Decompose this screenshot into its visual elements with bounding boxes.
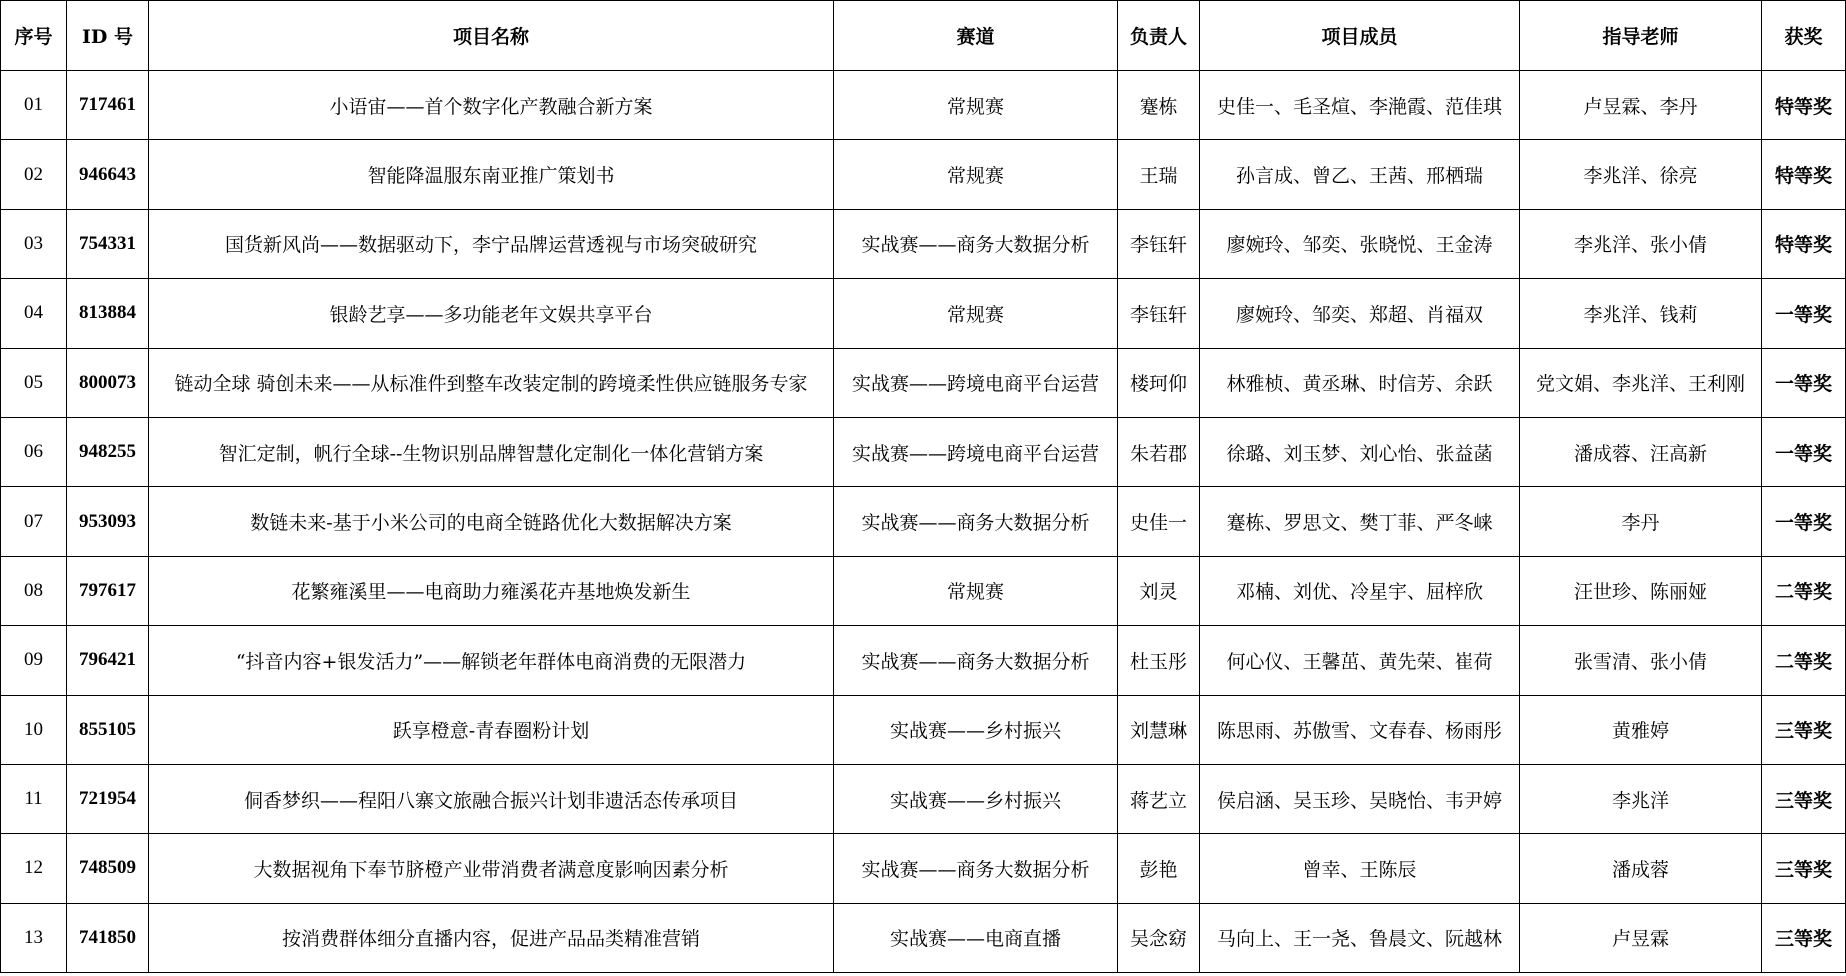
project-name-cell: 侗香梦织——程阳八寨文旅融合振兴计划非遗活态传承项目 — [149, 764, 834, 833]
header-track: 赛道 — [834, 1, 1118, 71]
members-cell: 徐璐、刘玉梦、刘心怡、张益菡 — [1200, 417, 1520, 486]
track-cell: 实战赛——商务大数据分析 — [834, 209, 1118, 278]
id-cell: 953093 — [67, 487, 149, 556]
members-cell: 林雅桢、黄丞琳、时信芳、余跃 — [1200, 348, 1520, 417]
seq-cell: 10 — [1, 695, 67, 764]
header-project-name: 项目名称 — [149, 1, 834, 71]
table-row — [1, 626, 1846, 695]
id-cell: 741850 — [67, 903, 149, 972]
track-cell: 常规赛 — [834, 140, 1118, 209]
advisors-cell: 黄雅婷 — [1520, 695, 1762, 764]
project-name-cell: “抖音内容+银发活力”——解锁老年群体电商消费的无限潜力 — [149, 626, 834, 695]
track-cell: 实战赛——乡村振兴 — [834, 695, 1118, 764]
track-cell: 实战赛——跨境电商平台运营 — [834, 348, 1118, 417]
seq-cell: 05 — [1, 348, 67, 417]
header-seq: 序号 — [1, 1, 67, 71]
table-row — [1, 71, 1846, 140]
id-cell: 800073 — [67, 348, 149, 417]
leader-cell: 刘慧琳 — [1118, 695, 1200, 764]
header-leader: 负责人 — [1118, 1, 1200, 71]
table-row — [1, 279, 1846, 348]
id-cell: 813884 — [67, 279, 149, 348]
members-cell: 廖婉玲、邹奕、郑超、肖福双 — [1200, 279, 1520, 348]
table-row — [1, 903, 1846, 972]
award-cell: 二等奖 — [1762, 626, 1846, 695]
track-cell: 实战赛——商务大数据分析 — [834, 487, 1118, 556]
leader-cell: 史佳一 — [1118, 487, 1200, 556]
seq-cell: 09 — [1, 626, 67, 695]
seq-cell: 01 — [1, 71, 67, 140]
members-cell: 侯启涵、吴玉珍、吴晓怡、韦尹婷 — [1200, 764, 1520, 833]
members-cell: 曾幸、王陈辰 — [1200, 834, 1520, 903]
id-cell: 948255 — [67, 417, 149, 486]
header-members: 项目成员 — [1200, 1, 1520, 71]
track-cell: 实战赛——跨境电商平台运营 — [834, 417, 1118, 486]
header-advisors: 指导老师 — [1520, 1, 1762, 71]
leader-cell: 蹇栋 — [1118, 71, 1200, 140]
project-name-cell: 小语宙——首个数字化产教融合新方案 — [149, 71, 834, 140]
id-cell: 721954 — [67, 764, 149, 833]
id-cell: 797617 — [67, 556, 149, 625]
advisors-cell: 卢昱霖、李丹 — [1520, 71, 1762, 140]
project-name-cell: 按消费群体细分直播内容，促进产品品类精准营销 — [149, 903, 834, 972]
members-cell: 廖婉玲、邹奕、张晓悦、王金涛 — [1200, 209, 1520, 278]
project-name-cell: 数链未来-基于小米公司的电商全链路优化大数据解决方案 — [149, 487, 834, 556]
id-cell: 717461 — [67, 71, 149, 140]
leader-cell: 李钰轩 — [1118, 209, 1200, 278]
advisors-cell: 李兆洋、张小倩 — [1520, 209, 1762, 278]
track-cell: 常规赛 — [834, 279, 1118, 348]
project-name-cell: 智汇定制，帆行全球--生物识别品牌智慧化定制化一体化营销方案 — [149, 417, 834, 486]
project-name-cell: 跃享橙意-青春圈粉计划 — [149, 695, 834, 764]
seq-cell: 13 — [1, 903, 67, 972]
project-name-cell: 银龄艺享——多功能老年文娱共享平台 — [149, 279, 834, 348]
advisors-cell: 潘成蓉、汪高新 — [1520, 417, 1762, 486]
seq-cell: 06 — [1, 417, 67, 486]
header-id: ID 号 — [67, 1, 149, 71]
members-cell: 蹇栋、罗思文、樊丁菲、严冬崃 — [1200, 487, 1520, 556]
table-row — [1, 695, 1846, 764]
leader-cell: 蒋艺立 — [1118, 764, 1200, 833]
track-cell: 实战赛——商务大数据分析 — [834, 626, 1118, 695]
table-row — [1, 764, 1846, 833]
project-name-cell: 大数据视角下奉节脐橙产业带消费者满意度影响因素分析 — [149, 834, 834, 903]
leader-cell: 楼珂仰 — [1118, 348, 1200, 417]
advisors-cell: 李兆洋、钱莉 — [1520, 279, 1762, 348]
members-cell: 孙言成、曾乙、王茜、邢栖瑞 — [1200, 140, 1520, 209]
header-award: 获奖 — [1762, 1, 1846, 71]
members-cell: 何心仪、王馨茁、黄先荣、崔荷 — [1200, 626, 1520, 695]
advisors-cell: 李丹 — [1520, 487, 1762, 556]
award-cell: 特等奖 — [1762, 209, 1846, 278]
seq-cell: 02 — [1, 140, 67, 209]
leader-cell: 彭艳 — [1118, 834, 1200, 903]
table-row — [1, 209, 1846, 278]
id-cell: 754331 — [67, 209, 149, 278]
project-name-cell: 花繁雍溪里——电商助力雍溪花卉基地焕发新生 — [149, 556, 834, 625]
advisors-cell: 李兆洋 — [1520, 764, 1762, 833]
award-cell: 三等奖 — [1762, 834, 1846, 903]
advisors-cell: 张雪清、张小倩 — [1520, 626, 1762, 695]
track-cell: 实战赛——电商直播 — [834, 903, 1118, 972]
id-cell: 748509 — [67, 834, 149, 903]
award-cell: 一等奖 — [1762, 417, 1846, 486]
table-row — [1, 348, 1846, 417]
seq-cell: 12 — [1, 834, 67, 903]
leader-cell: 王瑞 — [1118, 140, 1200, 209]
award-cell: 一等奖 — [1762, 487, 1846, 556]
advisors-cell: 汪世珍、陈丽娅 — [1520, 556, 1762, 625]
id-cell: 946643 — [67, 140, 149, 209]
members-cell: 邓楠、刘优、冷星宇、屈梓欣 — [1200, 556, 1520, 625]
award-cell: 三等奖 — [1762, 764, 1846, 833]
seq-cell: 04 — [1, 279, 67, 348]
seq-cell: 03 — [1, 209, 67, 278]
members-cell: 马向上、王一尧、鲁晨文、阮越林 — [1200, 903, 1520, 972]
leader-cell: 吴念窈 — [1118, 903, 1200, 972]
award-cell: 特等奖 — [1762, 140, 1846, 209]
leader-cell: 杜玉彤 — [1118, 626, 1200, 695]
members-cell: 陈思雨、苏傲雪、文春春、杨雨彤 — [1200, 695, 1520, 764]
header-row — [1, 1, 1846, 71]
seq-cell: 11 — [1, 764, 67, 833]
project-name-cell: 链动全球 骑创未来——从标准件到整车改装定制的跨境柔性供应链服务专家 — [149, 348, 834, 417]
leader-cell: 李钰轩 — [1118, 279, 1200, 348]
award-cell: 一等奖 — [1762, 348, 1846, 417]
award-cell: 一等奖 — [1762, 279, 1846, 348]
award-cell: 二等奖 — [1762, 556, 1846, 625]
award-cell: 三等奖 — [1762, 695, 1846, 764]
leader-cell: 刘灵 — [1118, 556, 1200, 625]
award-cell: 特等奖 — [1762, 71, 1846, 140]
advisors-cell: 潘成蓉 — [1520, 834, 1762, 903]
id-cell: 855105 — [67, 695, 149, 764]
track-cell: 实战赛——乡村振兴 — [834, 764, 1118, 833]
track-cell: 常规赛 — [834, 556, 1118, 625]
table-row — [1, 834, 1846, 903]
table-row — [1, 140, 1846, 209]
members-cell: 史佳一、毛圣煊、李滟霞、范佳琪 — [1200, 71, 1520, 140]
id-cell: 796421 — [67, 626, 149, 695]
table-row — [1, 487, 1846, 556]
table-row — [1, 556, 1846, 625]
advisors-cell: 党文娟、李兆洋、王利刚 — [1520, 348, 1762, 417]
table-row — [1, 417, 1846, 486]
track-cell: 实战赛——商务大数据分析 — [834, 834, 1118, 903]
project-name-cell: 国货新风尚——数据驱动下，李宁品牌运营透视与市场突破研究 — [149, 209, 834, 278]
seq-cell: 08 — [1, 556, 67, 625]
advisors-cell: 卢昱霖 — [1520, 903, 1762, 972]
track-cell: 常规赛 — [834, 71, 1118, 140]
leader-cell: 朱若郡 — [1118, 417, 1200, 486]
table-body — [1, 71, 1846, 973]
project-name-cell: 智能降温服东南亚推广策划书 — [149, 140, 834, 209]
award-cell: 三等奖 — [1762, 903, 1846, 972]
seq-cell: 07 — [1, 487, 67, 556]
advisors-cell: 李兆洋、徐亮 — [1520, 140, 1762, 209]
